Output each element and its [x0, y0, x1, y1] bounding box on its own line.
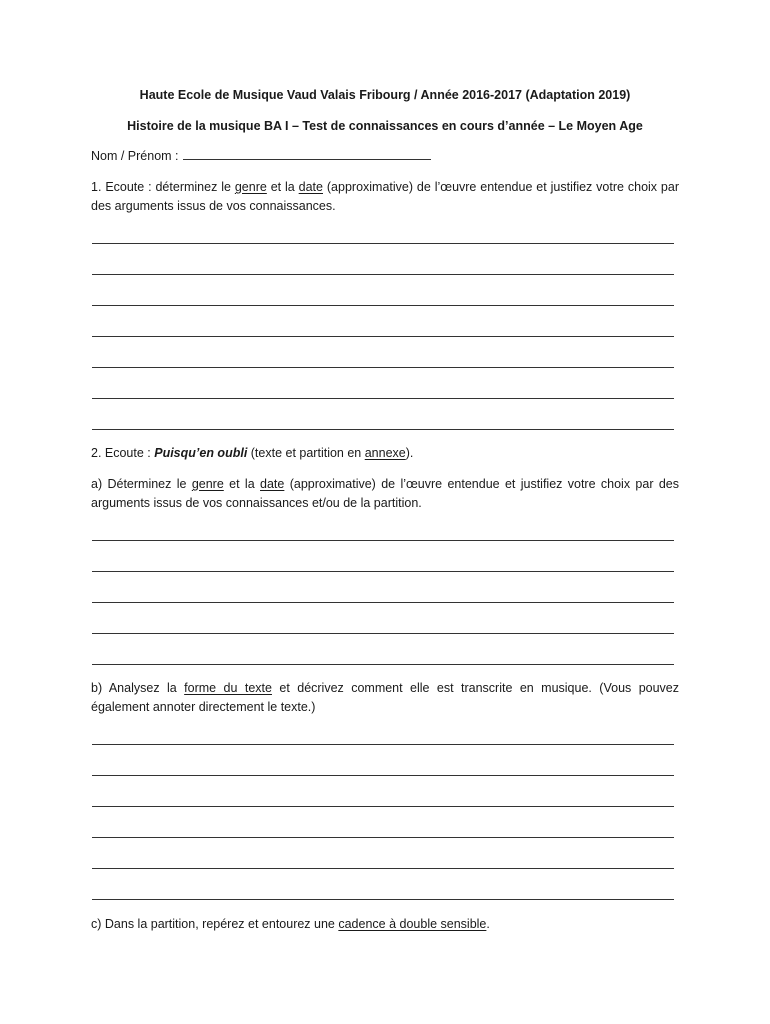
work-title: Puisqu’en oubli: [154, 446, 248, 460]
answer-line[interactable]: [92, 664, 674, 665]
name-field[interactable]: [91, 147, 431, 166]
answer-line[interactable]: [92, 305, 674, 306]
course-title: Histoire de la musique BA I – Test de connaissances en cours d’année – Le Moyen Age: [127, 119, 643, 133]
answer-line[interactable]: [92, 336, 674, 337]
question-1: 1. Ecoute : déterminez le genre et la date (approximative) de l’œuvre entendue et justifiez votre choix par des arguments issus de vos connaissances.: [91, 180, 680, 213]
answer-line[interactable]: [92, 744, 674, 745]
answer-line[interactable]: [92, 571, 674, 572]
answer-line[interactable]: [92, 274, 674, 275]
answer-line[interactable]: [92, 602, 674, 603]
answer-line[interactable]: [92, 633, 674, 634]
name-label: Nom / Prénom :: [91, 149, 179, 163]
answer-line[interactable]: [92, 868, 674, 869]
answer-line[interactable]: [92, 775, 674, 776]
question-2: 2. Ecoute : Puisqu’en oubli (texte et partition en annexe).: [91, 446, 414, 460]
term-date: date: [260, 477, 285, 491]
term-cadence: cadence à double sensible: [338, 917, 487, 931]
term-genre: genre: [191, 477, 224, 491]
answer-line[interactable]: [92, 837, 674, 838]
question-2c: c) Dans la partition, repérez et entourez une cadence à double sensible.: [91, 917, 490, 931]
answer-line[interactable]: [92, 806, 674, 807]
question-2b: b) Analysez la forme du texte et décrivez comment elle est transcrite en musique. (Vous pouvez également annoter directement le texte.): [91, 681, 680, 714]
answer-line[interactable]: [92, 429, 674, 430]
answer-line[interactable]: [92, 540, 674, 541]
answer-line[interactable]: [92, 367, 674, 368]
school-header: Haute Ecole de Musique Vaud Valais Fribourg / Année 2016-2017 (Adaptation 2019): [139, 88, 631, 102]
term-annexe: annexe: [364, 446, 406, 460]
answer-line[interactable]: [92, 899, 674, 900]
term-text-form: forme du texte: [184, 681, 272, 695]
term-genre: genre: [234, 180, 267, 194]
question-2a: a) Déterminez le genre et la date (approximative) de l’œuvre entendue et justifiez votre choix par des arguments issus de vos connaissances et/ou de la partition.: [91, 477, 680, 510]
name-line[interactable]: [183, 149, 431, 160]
answer-line[interactable]: [92, 243, 674, 244]
term-date: date: [298, 180, 323, 194]
answer-line[interactable]: [92, 398, 674, 399]
